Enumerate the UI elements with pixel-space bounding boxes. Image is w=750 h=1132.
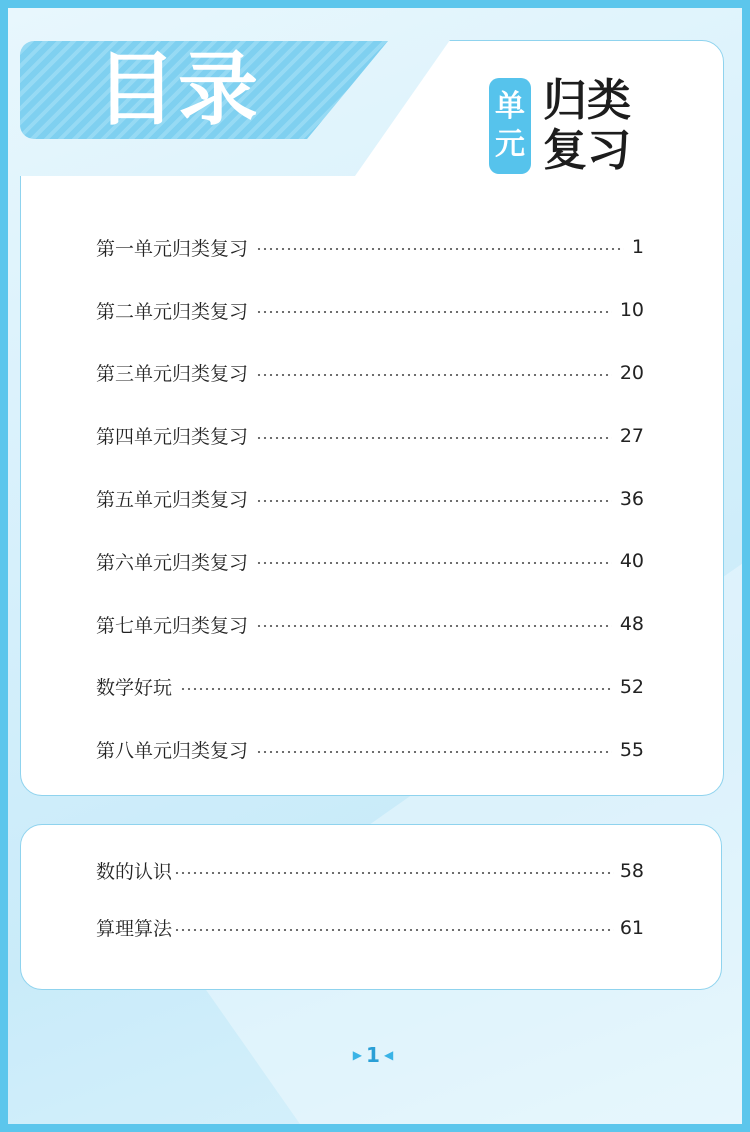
toc-item-page: 20 bbox=[619, 361, 644, 384]
toc-item-title: 算理算法 bbox=[96, 918, 173, 940]
toc-item-page: 61 bbox=[619, 916, 644, 939]
toc-item[interactable] bbox=[96, 718, 644, 781]
toc-item[interactable] bbox=[96, 593, 644, 656]
subtitle-line-1: 归类 bbox=[543, 75, 631, 126]
toc-item[interactable] bbox=[96, 656, 644, 719]
toc-item-page: 36 bbox=[619, 487, 644, 510]
toc-item-title: 第八单元归类复习 bbox=[96, 740, 249, 763]
page bbox=[8, 8, 742, 1124]
toc-item[interactable] bbox=[96, 842, 644, 899]
toc-item-title: 第四单元归类复习 bbox=[96, 426, 249, 449]
badge-line-2: 元 bbox=[495, 127, 525, 162]
toc-item-title: 数的认识 bbox=[96, 861, 173, 883]
dot-leader bbox=[256, 751, 612, 753]
toc-item-page: 40 bbox=[619, 550, 644, 573]
toc-item-title: 第六单元归类复习 bbox=[96, 551, 249, 574]
toc-extra-list bbox=[96, 842, 644, 956]
unit-badge bbox=[489, 78, 531, 174]
toc-item-title: 第三单元归类复习 bbox=[96, 363, 249, 386]
dot-leader bbox=[256, 311, 612, 313]
toc-item[interactable] bbox=[96, 530, 644, 593]
badge-line-1: 单 bbox=[495, 89, 525, 124]
toc-item-page: 48 bbox=[619, 613, 644, 636]
toc-item-title: 第二单元归类复习 bbox=[96, 300, 249, 323]
toc-item-page: 27 bbox=[619, 424, 644, 447]
dot-leader bbox=[256, 437, 612, 439]
toc-main-list bbox=[96, 216, 644, 781]
dot-leader bbox=[256, 248, 624, 250]
dot-leader bbox=[180, 688, 612, 690]
toc-item[interactable] bbox=[96, 899, 644, 956]
dot-leader bbox=[256, 374, 612, 376]
toc-item-title: 数学好玩 bbox=[96, 677, 173, 700]
toc-item-page: 10 bbox=[619, 299, 644, 322]
page-number-text: 1 bbox=[366, 1043, 380, 1067]
dot-leader bbox=[174, 872, 614, 874]
toc-item-page: 1 bbox=[631, 236, 644, 259]
dot-leader bbox=[256, 625, 612, 627]
page-number bbox=[343, 1040, 403, 1070]
toc-item-title: 第五单元归类复习 bbox=[96, 489, 249, 512]
arrow-right-icon: ▶ bbox=[352, 1048, 363, 1062]
dot-leader bbox=[256, 500, 612, 502]
toc-item[interactable] bbox=[96, 216, 644, 279]
section-subtitle bbox=[543, 76, 663, 180]
toc-item-title: 第七单元归类复习 bbox=[96, 614, 249, 637]
toc-item[interactable] bbox=[96, 279, 644, 342]
toc-item-page: 55 bbox=[619, 738, 644, 761]
dot-leader bbox=[174, 929, 614, 931]
page-title: 目录 bbox=[96, 43, 260, 136]
toc-item-page: 58 bbox=[619, 859, 644, 882]
arrow-left-icon: ◀ bbox=[383, 1048, 394, 1062]
toc-item-title: 第一单元归类复习 bbox=[96, 237, 249, 260]
toc-item[interactable] bbox=[96, 342, 644, 405]
dot-leader bbox=[256, 562, 612, 564]
toc-item[interactable] bbox=[96, 404, 644, 467]
toc-item[interactable] bbox=[96, 467, 644, 530]
subtitle-line-2: 复习 bbox=[543, 125, 631, 176]
toc-item-page: 52 bbox=[619, 675, 644, 698]
